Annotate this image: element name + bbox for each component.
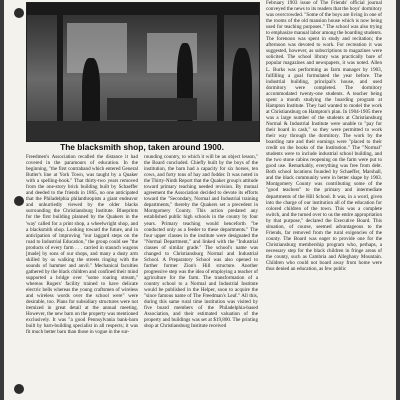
punch-hole <box>14 196 24 206</box>
blacksmith-shop-photo <box>26 2 260 142</box>
text-column-2: rounding country, to which it will be an object lesson," the Board concluded. Chiefly built by the boys of the institution, the barn had a capacity for six horses, ten cows, and forty tons of hay and fodder. It was noted in the Thirty-Ninth Report that the Quaker group's attitude toward primary teaching needed revision. By mutual agreement the Association decided to devote its efforts toward the "Secondary, Normal and Industrial training departments," thereby the Quakers set a precedent in Montgomery County. This action predated any established public high schools in the county by four years. Primary teaching would henceforth "be conducted only as a feeder to these departments." The four upper classes in the institute were designated the "Normal Department," and linked with the "Industrial classes of similar grade." The school's name was changed to Christiansburg Normal and Industrial School. A Preparatory School was also opened to further former Zion's Hill structure. Another progressive step was the idea of employing a teacher of agriculture for the farm. The transformation of a country school to a Normal and Industrial Institute would be published in the Helper, soon to acquire the "since famous name of The Freedman's Leaf." All this, during this same rural time institution was visited by five board members of the Philadelphia-based Association, and their estimated valuation of the property and buildings was set at $19,800. The printing shop at Christiansburg Institute received <box>144 154 258 330</box>
text-column-3: February 1903 issue of The Friends' official journal conveyed the news to its readers that the boys' dormitory was overcrowded. "Some of the boys are living in one of the rooms of the old mansion house which is now being used for teaching purposes." The school was also trying to emphasize manual labor among the boarding students. The forenoon was spent in study and recitation; the afternoon was devoted to work. For recreation it was suggested, however, as subscriptions to magazines were solicited. The school library was practically bare of popular magazines and newspapers, it was noted. Allen L. Burks was performing as farm manager by 1903, fulfilling a goal formulated the year before. The industrial building, principal's house, and used dormitory were completed. The dormitory accommodated twenty-one students. A teacher being spent a month studying the boarding program at Hampton Institute. They had wanted to model the work at Christiansburg on Hampton's plan. In 1904-1905 there was a large number of the students at Christiansburg Normal & Industrial Institute were unable to "pay for their board in cash," so they were permitted to work their way through the dormitory. The work by the boarding rate and their earnings were "placed to their credit on the books of the Institution." The "Normal" students were to include industrial school building, and the two stone cabins reopening on the farm were put to good use. Remarkably, everything was free from debt. Both school locations founded by Schaeffer, Marshall, and the black community were in better shape by 1903. Montgomery County was contributing some of the "good teachers" to the primary and intermediate departments of the Hill School. It was, in a word, given into the charge of our institution all of the education for colored children of the town. This was a complete switch, and the turned over to us the entire appropriation by that purpose," declared the Executive Board. This situation, of course, seemed advantageous to the Friends, far removed from the rural exigencies of the county. The Board was eager to provide one for the Christiansburg membership program who, perhaps, a necessary step for the black children in fringe areas of the county, such as Cambria and Alleghany Mountain. Children who could not board away from home were thus denied an education, as few public <box>266 0 382 273</box>
document-page <box>4 0 396 400</box>
punch-hole <box>14 384 24 394</box>
photo-caption: The blacksmith shop, taken around 1900. <box>60 142 224 152</box>
text-column-1: Freedmen's Association recalled the distance it had covered in the paramours of education. In the beginning, "the first contraband which entered General Butler's line at York Town, was taught by a Quaker with a spelling-book." That thirty-two years removed from the one-story brick building built by Schaeffer and deeded to the friends in 1865, no one anticipated that the Philadelphia philanthropists a giant endeavor and unhurriedly viewed by the older blacks surrounding the Christiansburg Institute. Blueprints for the first building planned by the Quakers in the 'way' called for a print shop, a wheelwright shop, and a blacksmith shop. Looking toward the future, and in anticipation of improving "our laggard steps on the road to Industrial Education," the group could see "the products of every farm . . . carried in staunch wagons [made] by sons of our shops, and many a dusty arm skilled by us walking the streets ringing with the sounds of hammer and anvil." Mechanical faculties gathered by the black children and confined their mind supported a bridge over "some roaring stream," whereas Rogers' facility trained to have delicate electric bells whereas the young craftsmen of wireless and wireless words over the school were" were desirable, too. Plans for subsidiary structures were not itemized in great detail at the annual meeting. However, the new barn on the property was mentioned exclusively. It was "a good Pennsylvania bank-barn built by barn-building specialist in all respects; it was fit much better barn than those in vogue in the sur- <box>26 154 138 336</box>
punch-hole <box>14 8 24 18</box>
